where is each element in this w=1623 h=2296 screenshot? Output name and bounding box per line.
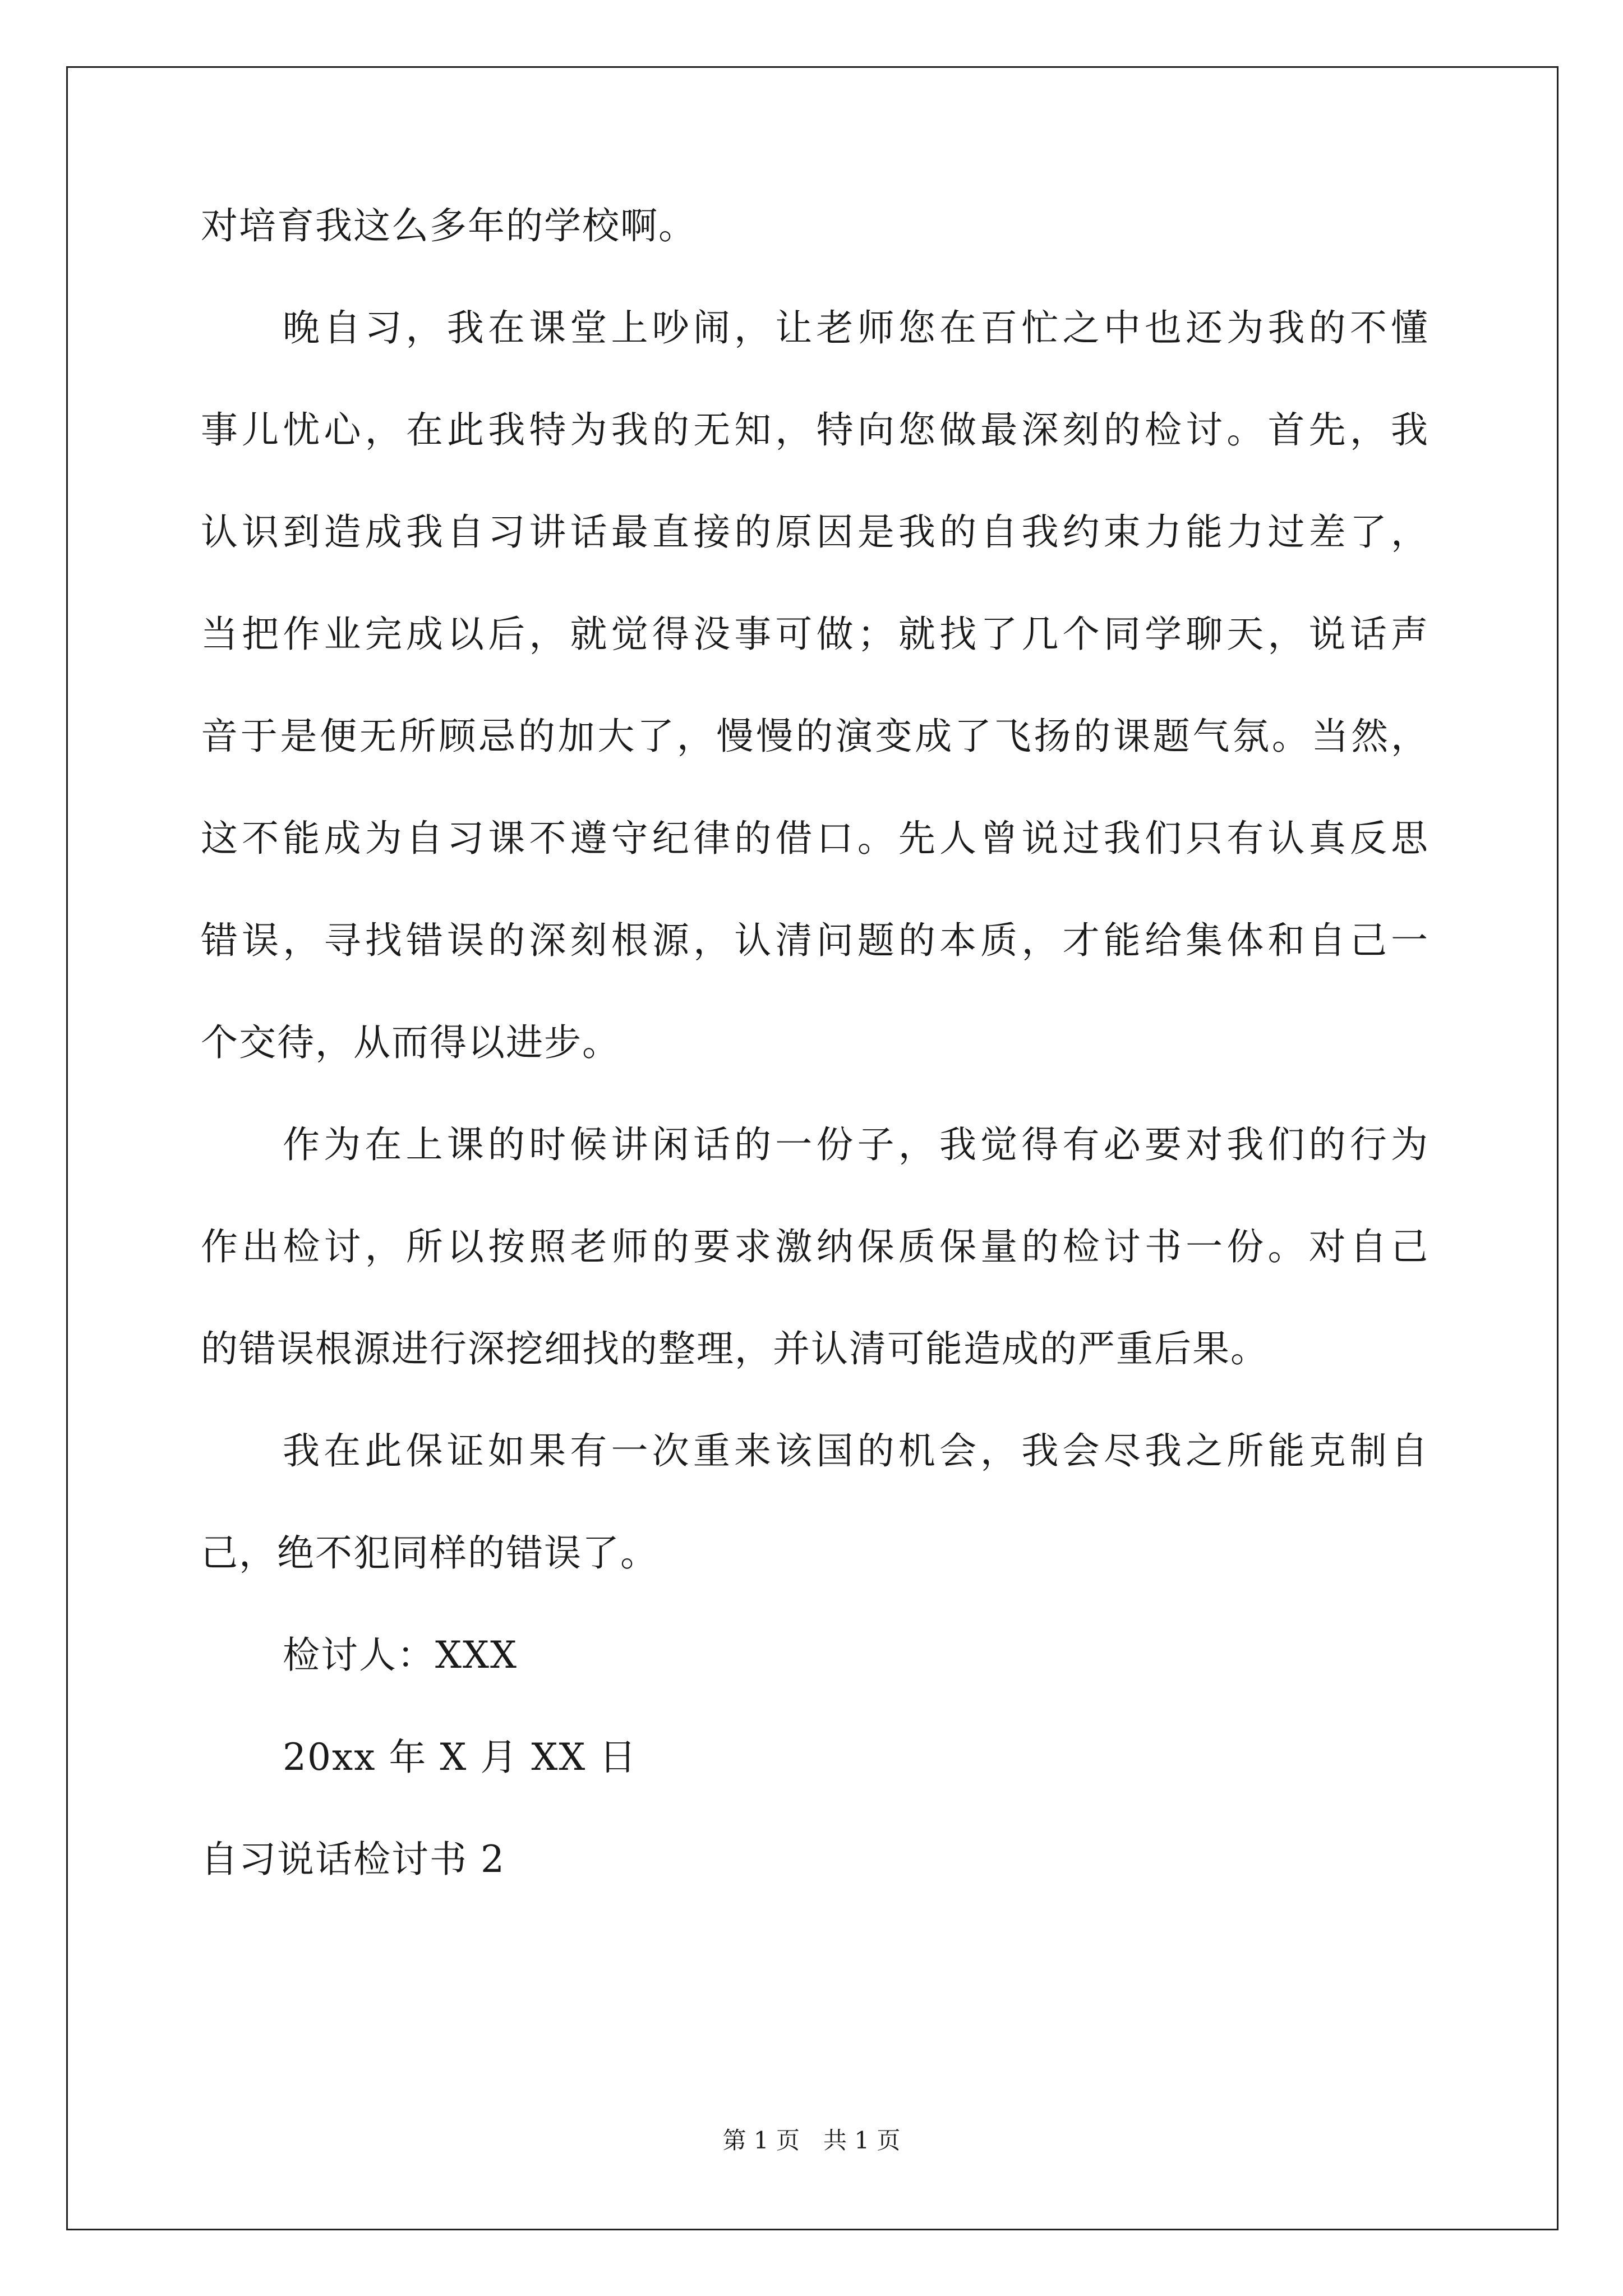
text-line: 的错误根源进行深挖细找的整理，并认清可能造成的严重后果。 <box>201 1327 1269 1370</box>
text-line: 当把作业完成以后，就觉得没事可做；就找了几个同学聊天，说话声 <box>201 613 1429 656</box>
text-line: 错误，寻找错误的深刻根源，认清问题的本质，才能给集体和自己一 <box>201 919 1429 962</box>
text-line: 事儿忧心，在此我特为我的无知，特向您做最深刻的检讨。首先，我 <box>201 408 1429 452</box>
page-number: 第 1 页 共 1 页 <box>722 2127 901 2154</box>
section-heading: 自习说话检讨书 2 <box>201 1838 505 1881</box>
text-line: 作出检讨，所以按照老师的要求激纳保质保量的检讨书一份。对自己 <box>201 1225 1429 1268</box>
text-line: 个交待，从而得以进步。 <box>201 1021 620 1064</box>
paragraph-first-line: 晚自习，我在课堂上吵闹，让老师您在百忙之中也还为我的不懂 <box>283 306 1429 349</box>
text-line: 己，绝不犯同样的错误了。 <box>201 1531 658 1575</box>
date-line: 20xx 年 X 月 XX 日 <box>283 1736 638 1779</box>
text-line: 音于是便无所顾忌的加大了，慢慢的演变成了飞扬的课题气氛。当然， <box>201 715 1429 758</box>
signature-line: 检讨人：XXX <box>283 1634 518 1677</box>
paragraph-first-line: 作为在上课的时候讲闲话的一份子，我觉得有必要对我们的行为 <box>283 1123 1429 1166</box>
text-line: 这不能成为自习课不遵守纪律的借口。先人曾说过我们只有认真反思 <box>201 817 1429 860</box>
text-line: 认识到造成我自习讲话最直接的原因是我的自我约束力能力过差了， <box>201 510 1429 554</box>
paragraph-first-line: 我在此保证如果有一次重来该国的机会，我会尽我之所能克制自 <box>283 1429 1429 1473</box>
text-line: 对培育我这么多年的学校啊。 <box>201 204 697 247</box>
